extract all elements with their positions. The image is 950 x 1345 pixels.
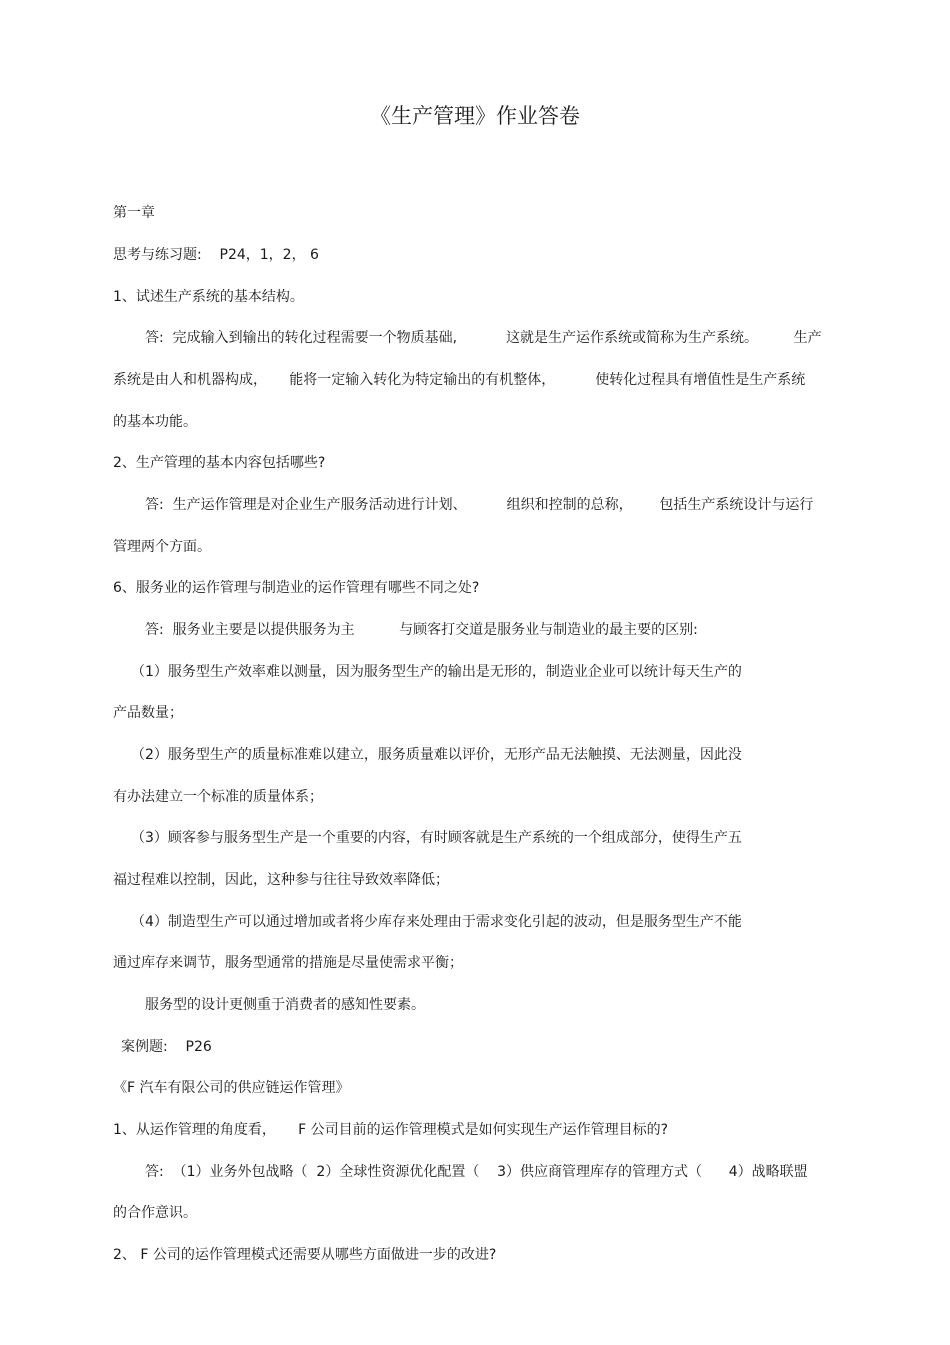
chapter-heading: 第一章: [113, 205, 155, 221]
answer-6-point-2-line-1: （2）服务型生产的质量标准难以建立，服务质量难以评价，无形产品无法触摸、无法测量，因此没: [131, 747, 742, 763]
answer-1-line-3: 的基本功能。: [113, 414, 197, 430]
answer-6-point-2-line-2: 有办法建立一个标准的质量体系；: [113, 789, 323, 805]
answer-6-point-4-line-2: 通过库存来调节，服务型通常的措施是尽量使需求平衡；: [113, 955, 463, 971]
question-1: 1、试述生产系统的基本结构。: [113, 289, 304, 305]
case-study-reference: 案例题: P26: [121, 1039, 212, 1055]
case-answer-1-line-1: 答: （1）业务外包战略（ 2）全球性资源优化配置（ 3）供应商管理库存的管理方式（ 4）战略联盟: [145, 1164, 808, 1180]
answer-2-line-2: 管理两个方面。: [113, 539, 211, 555]
answer-2-line-1: 答: 生产运作管理是对企业生产服务活动进行计划、 组织和控制的总称， 包括生产系统设计与运行: [145, 497, 814, 513]
question-6: 6、服务业的运作管理与制造业的运作管理有哪些不同之处?: [113, 580, 480, 596]
document-title: 《生产管理》作业答卷: [370, 104, 580, 128]
answer-6-conclusion: 服务型的设计更侧重于消费者的感知性要素。: [145, 997, 425, 1013]
answer-6-point-1-line-2: 产品数量；: [113, 705, 183, 721]
case-question-2: 2、 F 公司的运作管理模式还需要从哪些方面做进一步的改进?: [113, 1247, 497, 1263]
answer-6-intro: 答: 服务业主要是以提供服务为主 与顾客打交道是服务业与制造业的最主要的区别:: [145, 622, 698, 638]
answer-1-line-2: 系统是由人和机器构成， 能将一定输入转化为特定输出的有机整体， 使转化过程具有增值性是生产系统: [113, 372, 806, 388]
answer-6-point-4-line-1: （4）制造型生产可以通过增加或者将少库存来处理由于需求变化引起的波动，但是服务型生产不能: [131, 914, 742, 930]
exercise-reference: 思考与练习题: P24，1，2， 6: [113, 247, 319, 263]
answer-6-point-3-line-2: 福过程难以控制，因此，这种参与往往导致效率降低；: [113, 872, 449, 888]
answer-1-line-1: 答: 完成输入到输出的转化过程需要一个物质基础, 这就是生产运作系统或简称为生产系统。 生产: [145, 330, 822, 346]
answer-6-point-3-line-1: （3）顾客参与服务型生产是一个重要的内容，有时顾客就是生产系统的一个组成部分，使得生产五: [131, 830, 742, 846]
case-study-title: 《F 汽车有限公司的供应链运作管理》: [113, 1080, 350, 1096]
case-answer-1-line-2: 的合作意识。: [113, 1205, 197, 1221]
case-question-1: 1、从运作管理的角度看， F 公司目前的运作管理模式是如何实现生产运作管理目标的?: [113, 1122, 669, 1138]
question-2: 2、生产管理的基本内容包括哪些?: [113, 455, 326, 471]
answer-6-point-1-line-1: （1）服务型生产效率难以测量，因为服务型生产的输出是无形的，制造业企业可以统计每天生产的: [131, 664, 742, 680]
